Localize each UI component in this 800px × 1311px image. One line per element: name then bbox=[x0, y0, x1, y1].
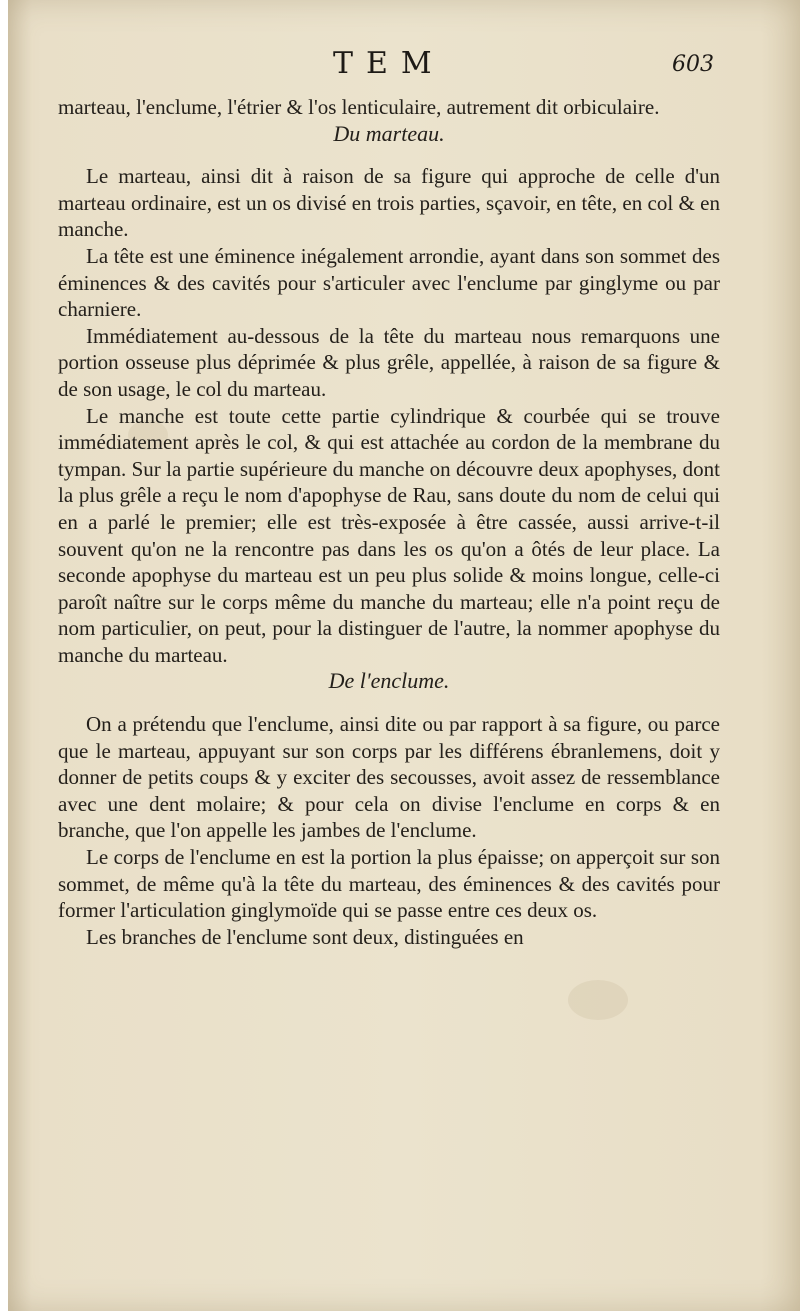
page-header bbox=[0, 46, 800, 86]
paragraph: La tête est une éminence inégalement arrondie, ayant dans son sommet des éminences & des cavités pour s'articuler avec l'enclume par ginglyme ou par charniere. bbox=[58, 243, 720, 322]
page-body bbox=[58, 94, 720, 950]
paragraph: On a prétendu que l'enclume, ainsi dite ou par rapport à sa figure, ou parce que le marteau, appuyant sur son corps par les différens ébranlemens, doit y donner de petits coups & y exciter des secousses, avoit assez de ressemblance avec une dent molaire; & pour cela on divise l'enclume en corps & en branche, que l'on appelle les jambes de l'enclume. bbox=[58, 712, 720, 843]
paragraph: Le marteau, ainsi dit à raison de sa figure qui approche de celle d'un marteau ordinaire, est un os divisé en trois parties, sçavoir, en tête, en col & en manche. bbox=[58, 164, 720, 242]
section-heading-marteau: Du marteau. bbox=[333, 120, 445, 146]
running-title: TEM bbox=[333, 46, 445, 81]
paragraph: Les branches de l'enclume sont deux, distinguées en bbox=[86, 924, 524, 949]
page-number: 603 bbox=[672, 52, 714, 77]
section-heading-enclume: De l'enclume. bbox=[328, 668, 450, 694]
paragraph: Le corps de l'enclume en est la portion la plus épaisse; on apperçoit sur son sommet, de même qu'à la tête du marteau, des éminences & des cavités pour former l'articulation ginglymoïde qui se passe entre ces deux os. bbox=[58, 845, 720, 923]
paragraph: Le manche est toute cette partie cylindrique & courbée qui se trouve immédiatement après le col, & qui est attachée au cordon de la membrane du tympan. Sur la partie supérieure du manche on découvre deux apophyses, dont la plus grêle a reçu le nom d'apophyse de Rau, sans doute du nom de celui qui en a parlé le premier; elle est très-exposée à être cassée, aussi arrive-t-il souvent qu'on ne la rencontre pas dans les os qu'on a ôtés de leur place. La seconde apophyse du marteau est un peu plus solide & moins longue, celle-ci paroît naître sur le corps même du manche du marteau; elle n'a point reçu de nom particulier, on peut, pour la distinguer de l'autre, la nommer apophyse du manche du marteau. bbox=[58, 403, 720, 667]
paragraph: Immédiatement au-dessous de la tête du marteau nous remarquons une portion osseuse plus déprimée & plus grêle, appellée, à raison de sa figure & de son usage, le col du marteau. bbox=[58, 323, 720, 401]
paper-stain bbox=[568, 980, 628, 1020]
paragraph-opening: marteau, l'enclume, l'étrier & l'os lenticulaire, autrement dit orbiculaire. bbox=[58, 95, 660, 119]
